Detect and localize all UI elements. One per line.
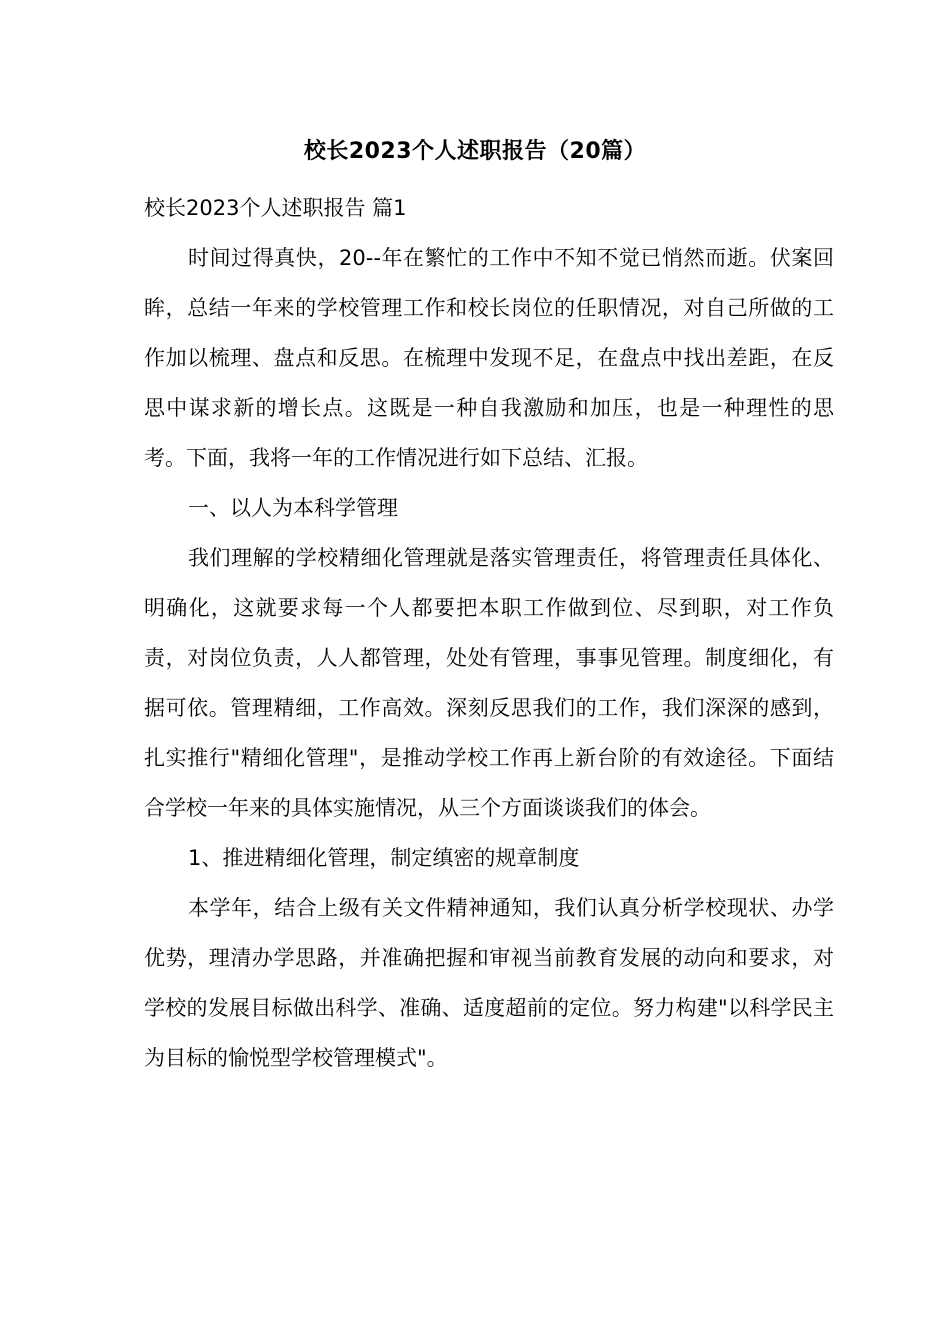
section-heading-1: 一、以人为本科学管理 — [188, 496, 398, 520]
paragraph-intro: 时间过得真快，20--年在繁忙的工作中不知不觉已悄然而逝。伏案回眸，总结一年来的学校管理工作和校长岗位的任职情况，对自己所做的工作加以梳理、盘点和反思。在梳理中发现不足，在盘点中找出差距，在反思中谋求新的增长点。这既是一种自我激励和加压，也是一种理性的思考。下面，我将一年的工作情况进行如下总结、汇报。 — [144, 246, 834, 470]
paragraph-management: 我们理解的学校精细化管理就是落实管理责任，将管理责任具体化、明确化，这就要求每一个人都要把本职工作做到位、尽到职，对工作负责，对岗位负责，人人都管理，处处有管理，事事见管理。制度细化，有据可依。管理精细，工作高效。深刻反思我们的工作，我们深深的感到，扎实推行"精细化管理"，是推动学校工作再上新台阶的有效途径。下面结合学校一年来的具体实施情况，从三个方面谈谈我们的体会。 — [144, 546, 834, 820]
subsection-heading-1: 1、推进精细化管理，制定缜密的规章制度 — [188, 846, 580, 870]
document-body — [144, 183, 834, 1083]
section-subtitle: 校长2023个人述职报告 篇1 — [144, 196, 407, 220]
document-title: 校长2023个人述职报告（20篇） — [303, 139, 647, 164]
paragraph-school-year: 本学年，结合上级有关文件精神通知，我们认真分析学校现状、办学优势，理清办学思路，并准确把握和审视当前教育发展的动向和要求，对学校的发展目标做出科学、准确、适度超前的定位。努力构建"以科学民主为目标的愉悦型学校管理模式"。 — [144, 896, 834, 1070]
